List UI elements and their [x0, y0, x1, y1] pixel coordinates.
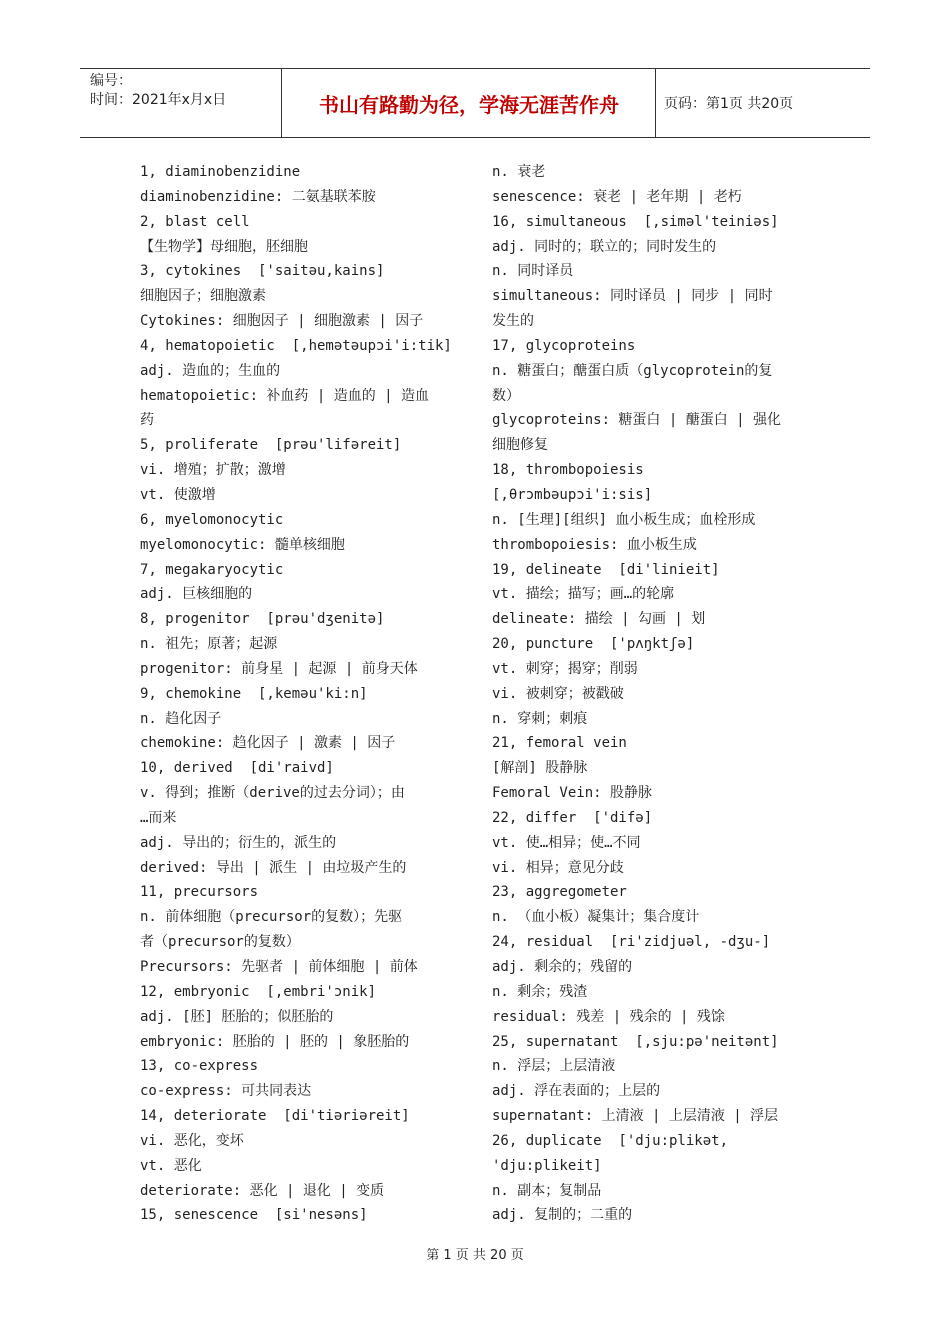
text-line: myelomonocytic: 髓单核细胞 [140, 536, 345, 553]
text-line: chemokine: 趋化因子 | 激素 | 因子 [140, 735, 396, 752]
text-line: simultaneous: 同时译员 | 同步 | 同时 [492, 288, 773, 305]
text-line: adj. 浮在表面的；上层的 [492, 1083, 661, 1100]
text-line: Cytokines: 细胞因子 | 细胞激素 | 因子 [140, 313, 424, 330]
text-line: 药 [140, 412, 154, 429]
text-line: 3, cytokines ['saitəu,kains] [140, 263, 385, 280]
text-line: adj. 剩余的；残留的 [492, 959, 633, 975]
text-line: n. 穿刺；刺痕 [492, 710, 588, 727]
left-text-column [140, 160, 470, 1228]
text-line: 16, simultaneous [,siməl'teiniəs] [492, 213, 779, 230]
text-line: n. [生理][组织] 血小板生成；血栓形成 [492, 511, 756, 528]
text-line: vi. 增殖；扩散；激增 [140, 462, 286, 479]
text-line: 18, thrombopoiesis [492, 462, 644, 479]
text-line: 12, embryonic [,embri'ɔnik] [140, 983, 377, 1000]
text-line: n. 衰老 [492, 164, 546, 180]
text-line: Precursors: 先驱者 | 前体细胞 | 前体 [140, 959, 418, 975]
text-line: residual: 残差 | 残余的 | 残馀 [492, 1008, 725, 1025]
text-line: 6, myelomonocytic [140, 511, 284, 528]
text-line: adj. 导出的；衍生的，派生的 [140, 834, 337, 851]
text-line: 17, glycoproteins [492, 337, 636, 354]
text-line: deteriorate: 恶化 | 退化 | 变质 [140, 1182, 385, 1199]
text-line: n. （血小板）凝集计；集合度计 [492, 909, 700, 926]
text-line: n. 糖蛋白；醣蛋白质（glycoprotein的复 [492, 362, 773, 379]
text-line: vt. 恶化 [140, 1157, 202, 1174]
text-line: 2, blast cell [140, 213, 250, 230]
serial-label: 编号： [90, 73, 132, 89]
text-line: co-express: 可共同表达 [140, 1083, 312, 1100]
page-header [80, 68, 870, 138]
text-line: 细胞因子；细胞激素 [140, 288, 266, 305]
text-line: adj. 同时的；联立的；同时发生的 [492, 238, 717, 255]
text-line: 者（precursor的复数） [140, 934, 300, 951]
text-line: [解剖] 股静脉 [492, 760, 588, 777]
text-line: 13, co-express [140, 1058, 259, 1075]
text-line: adj. [胚] 胚胎的；似胚胎的 [140, 1008, 334, 1025]
text-line: Femoral Vein: 股静脉 [492, 785, 653, 802]
text-line: 4, hematopoietic [,hemətəupɔi'i:tik] [140, 337, 452, 354]
text-line: delineate: 描绘 | 勾画 | 划 [492, 611, 706, 628]
text-line: n. 同时译员 [492, 263, 574, 280]
text-line: thrombopoiesis: 血小板生成 [492, 536, 697, 553]
text-line: 15, senescence [si'nesəns] [140, 1207, 368, 1224]
text-line: 24, residual [ri'zidjuəl, -dʒu-] [492, 934, 771, 951]
text-line: 1, diaminobenzidine [140, 164, 301, 180]
text-line: vt. 使激增 [140, 486, 216, 503]
text-line: …而来 [140, 809, 177, 826]
text-line: v. 得到；推断（derive的过去分词）；由 [140, 785, 405, 802]
text-line: senescence: 衰老 | 老年期 | 老朽 [492, 188, 742, 205]
text-line: 5, proliferate [prəu'lifəreit] [140, 437, 402, 454]
text-line: n. 浮层；上层清液 [492, 1058, 616, 1075]
text-line: 25, supernatant [,sju:pə'neitənt] [492, 1033, 779, 1050]
text-line: 19, delineate [di'linieit] [492, 561, 720, 578]
text-line: [,θrɔmbəupɔi'i:sis] [492, 486, 653, 503]
text-line: 数） [492, 387, 520, 404]
text-line: 21, femoral vein [492, 735, 627, 752]
text-line: 26, duplicate ['dju:plikət, [492, 1132, 729, 1149]
header-page-info: 页码：第1页 共20页 [664, 96, 794, 112]
text-line: vi. 被刺穿；被戳破 [492, 685, 624, 702]
text-line: embryonic: 胚胎的 | 胚的 | 象胚胎的 [140, 1033, 410, 1050]
text-line: vt. 刺穿；揭穿；削弱 [492, 660, 638, 677]
page-footer: 第 1 页 共 20 页 [426, 1248, 524, 1263]
text-line: vt. 描绘；描写；画…的轮廓 [492, 586, 675, 603]
header-motto: 书山有路勤为径，学海无涯苦作舟 [283, 69, 656, 137]
text-line: 细胞修复 [492, 437, 548, 454]
text-line: glycoproteins: 糖蛋白 | 醣蛋白 | 强化 [492, 412, 782, 429]
text-line: vt. 使…相异；使…不同 [492, 834, 641, 851]
text-line: 20, puncture ['pʌŋktʃə] [492, 636, 695, 653]
text-line: 8, progenitor [prəu'dʒenitə] [140, 611, 385, 628]
text-line: n. 祖先；原著；起源 [140, 636, 278, 653]
text-line: n. 剩余；残渣 [492, 983, 588, 1000]
text-line: 11, precursors [140, 884, 259, 901]
text-line: n. 趋化因子 [140, 710, 222, 727]
text-line: n. 前体细胞（precursor的复数）；先驱 [140, 909, 403, 926]
text-line: 22, differ ['difə] [492, 809, 653, 826]
text-line: 'dju:plikeit] [492, 1157, 602, 1174]
text-line: derived: 导出 | 派生 | 由垃圾产生的 [140, 859, 407, 876]
right-text-column [492, 160, 822, 1228]
text-line: diaminobenzidine: 二氨基联苯胺 [140, 188, 376, 205]
text-line: vi. 相异；意见分歧 [492, 859, 624, 876]
text-line: vi. 恶化，变坏 [140, 1132, 244, 1149]
date-line: 时间：2021年x月x日 [90, 92, 227, 108]
text-line: 9, chemokine [,keməu'ki:n] [140, 685, 368, 702]
text-line: 23, aggregometer [492, 884, 627, 901]
text-line: 【生物学】母细胞，胚细胞 [140, 238, 308, 255]
text-line: 10, derived [di'raivd] [140, 760, 334, 777]
text-line: 14, deteriorate [di'tiəriəreit] [140, 1108, 410, 1125]
text-line: n. 副本；复制品 [492, 1182, 602, 1199]
text-line: 发生的 [492, 313, 534, 330]
text-line: adj. 造血的；生血的 [140, 362, 281, 379]
text-line: hematopoietic: 补血药 | 造血的 | 造血 [140, 387, 430, 404]
text-line: adj. 巨核细胞的 [140, 586, 253, 603]
header-meta [80, 69, 282, 137]
text-line: supernatant: 上清液 | 上层清液 | 浮层 [492, 1108, 779, 1125]
text-line: 7, megakaryocytic [140, 561, 284, 578]
text-line: adj. 复制的；二重的 [492, 1207, 633, 1224]
text-line: progenitor: 前身星 | 起源 | 前身天体 [140, 660, 418, 677]
